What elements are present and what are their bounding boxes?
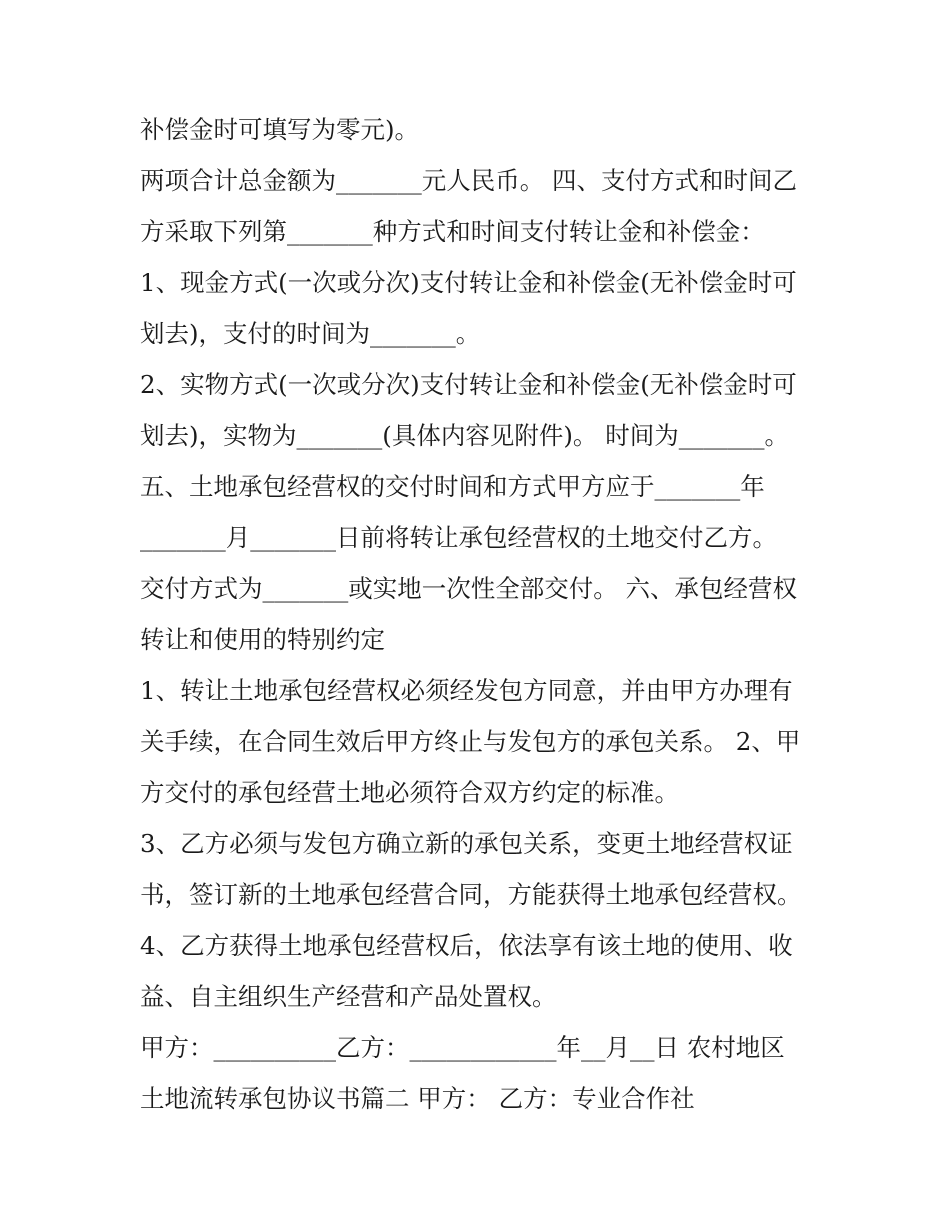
text-line: 转让和使用的特别约定 [140, 625, 385, 654]
text-line: _______月_______日前将转让承包经营权的土地交付乙方。 [140, 523, 777, 552]
text-line: 土地流转承包协议书篇二 甲方： 乙方：专业合作社 [140, 1084, 695, 1113]
text-line: 3、乙方必须与发包方确立新的承包关系，变更土地经营权证 [140, 829, 793, 858]
text-line: 益、自主组织生产经营和产品处置权。 [140, 982, 557, 1011]
text-line: 五、土地承包经营权的交付时间和方式甲方应于_______年 [140, 472, 765, 501]
text-line: 补偿金时可填写为零元)。 [140, 115, 420, 144]
text-line: 1、现金方式(一次或分次)支付转让金和补偿金(无补偿金时可 [140, 268, 797, 297]
text-line: 划去)，实物为_______(具体内容见附件)。 时间为_______。 [140, 421, 789, 450]
signature-line: 甲方：__________乙方：____________年__月__日 农村地区 [140, 1033, 785, 1062]
text-line: 方采取下列第_______种方式和时间支付转让金和补偿金： [140, 217, 765, 246]
text-line: 关手续，在合同生效后甲方终止与发包方的承包关系。 2、甲 [140, 727, 801, 756]
text-line: 交付方式为_______或实地一次性全部交付。 六、承包经营权 [140, 574, 798, 603]
text-line: 2、实物方式(一次或分次)支付转让金和补偿金(无补偿金时可 [140, 370, 797, 399]
text-line: 两项合计总金额为_______元人民币。 四、支付方式和时间乙 [140, 166, 798, 195]
text-line: 方交付的承包经营土地必须符合双方约定的标准。 [140, 778, 679, 807]
text-line: 1、转让土地承包经营权必须经发包方同意，并由甲方办理有 [140, 676, 793, 705]
text-line: 4、乙方获得土地承包经营权后，依法享有该土地的使用、收 [140, 931, 793, 960]
text-line: 书，签订新的土地承包经营合同，方能获得土地承包经营权。 [140, 880, 802, 909]
text-line: 划去)，支付的时间为_______。 [140, 319, 481, 348]
